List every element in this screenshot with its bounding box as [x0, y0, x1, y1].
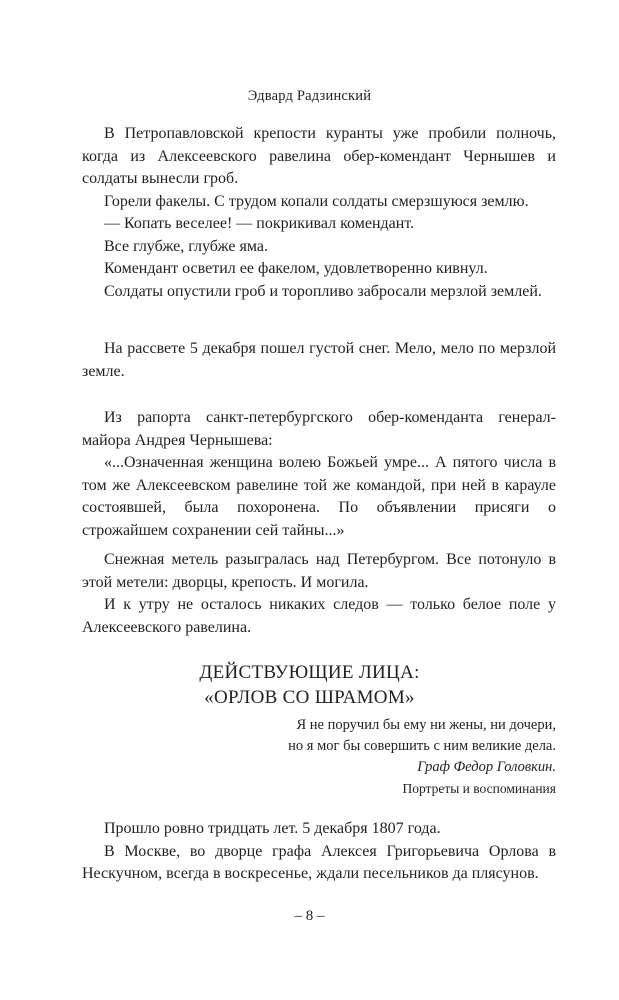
paragraph: В Петропавловской крепости куранты уже пробили полночь, когда из Алексеевского равелина обер-комендант Чернышев и солдаты вынесли гроб.: [82, 125, 556, 187]
text-block-1: [82, 123, 556, 303]
epigraph-line: Я не поручил бы ему ни жены, ни дочери,: [296, 717, 556, 733]
chapter-heading-line-1: ДЕЙСТВУЮЩИЕ ЛИЦА:: [199, 662, 420, 683]
epigraph-source: Портреты и воспоминания: [402, 781, 556, 796]
paragraph: На рассвете 5 декабря пошел густой снег. Мело, мело по мерзлой земле.: [82, 340, 556, 380]
paragraph: Все глубже, глубже яма.: [104, 237, 268, 255]
page-number: – 8 –: [294, 908, 325, 924]
chapter-heading-line-2: «ОРЛОВ СО ШРАМОМ»: [204, 687, 415, 708]
epigraph: [176, 715, 556, 799]
epigraph-author: Граф Федор Головкин.: [417, 759, 556, 775]
paragraph: Комендант осветил ее факелом, удовлетворенно кивнул.: [104, 260, 488, 277]
text-block-3: [82, 407, 556, 542]
running-head: Эдвард Радзинский: [247, 88, 372, 104]
paragraph: «...Означенная женщина волею Божьей умре... А пятого числа в том же Алексеевском равелине той же командой, при ней в карауле состоявшей, была похоронена. По объявлении присяги о строжайшем сохранении сей тайны...»: [82, 454, 556, 539]
text-block-2: [82, 338, 556, 383]
paragraph: Снежная метель разыгралась над Петербургом. Все потонуло в этой метели: дворцы, крепость. И могила.: [82, 551, 556, 591]
paragraph: Солдаты опустили гроб и торопливо забросали мерзлой землей.: [104, 282, 542, 300]
paragraph: В Москве, во дворце графа Алексея Григорьевича Орлова в Нескучном, всегда в воскресенье, ждали песельников да плясунов.: [82, 842, 556, 882]
paragraph: — Копать веселее! — покрикивал комендант.: [104, 215, 415, 232]
epigraph-line: но я мог бы совершить с ним великие дела.: [288, 738, 556, 754]
paragraph: И к утру не осталось никаких следов — только белое поле у Алексеевского равелина.: [82, 596, 556, 636]
paragraph: Из рапорта санкт-петербургского обер-коменданта генерал-майора Андрея Чернышева:: [82, 409, 556, 449]
text-block-4: [82, 549, 556, 639]
paragraph: Горели факелы. С трудом копали солдаты смерзшуюся землю.: [104, 192, 529, 210]
text-block-5: [82, 818, 556, 886]
paragraph: Прошло ровно тридцать лет. 5 декабря 1807 года.: [104, 820, 441, 837]
chapter-heading: [0, 660, 619, 710]
